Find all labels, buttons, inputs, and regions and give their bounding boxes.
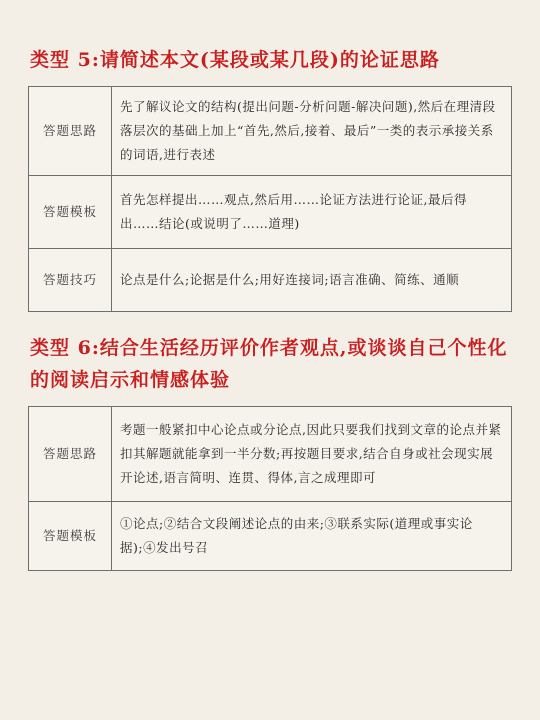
row-content: 首先怎样提出……观点,然后用……论证方法进行论证,最后得出……结论(或说明了……道理) [112,176,512,249]
row-content: 考题一般紧扣中心论点或分论点,因此只要我们找到文章的论点并紧扣其解题就能拿到一半分数;再按题目要求,结合自身或社会现实展开论述,语言简明、连贯、得体,言之成理即可 [112,407,512,502]
row-label: 答题模板 [29,176,112,249]
section-title-type5: 类型 5:请简述本文(某段或某几段)的论证思路 [30,49,440,71]
table-row [29,176,512,249]
table-row [29,87,512,176]
section-title-type6: 类型 6:结合生活经历评价作者观点,或谈谈自己个性化的阅读启示和情感体验 [30,337,508,391]
table-type6 [28,406,512,571]
row-label: 答题思路 [29,407,112,502]
row-content: ①论点;②结合文段阐述论点的由来;③联系实际(道理或事实论据);④发出号召 [112,502,512,571]
row-label: 答题思路 [29,87,112,176]
row-label: 答题技巧 [29,249,112,312]
table-row [29,407,512,502]
row-content: 论点是什么;论据是什么;用好连接词;语言准确、简练、通顺 [112,249,512,312]
row-content: 先了解议论文的结构(提出问题-分析问题-解决问题),然后在理清段落层次的基础上加上“首先,然后,接着、最后”一类的表示承接关系的词语,进行表述 [112,87,512,176]
row-label: 答题模板 [29,502,112,571]
table-type5 [28,86,512,312]
table-row [29,502,512,571]
table-row [29,249,512,312]
